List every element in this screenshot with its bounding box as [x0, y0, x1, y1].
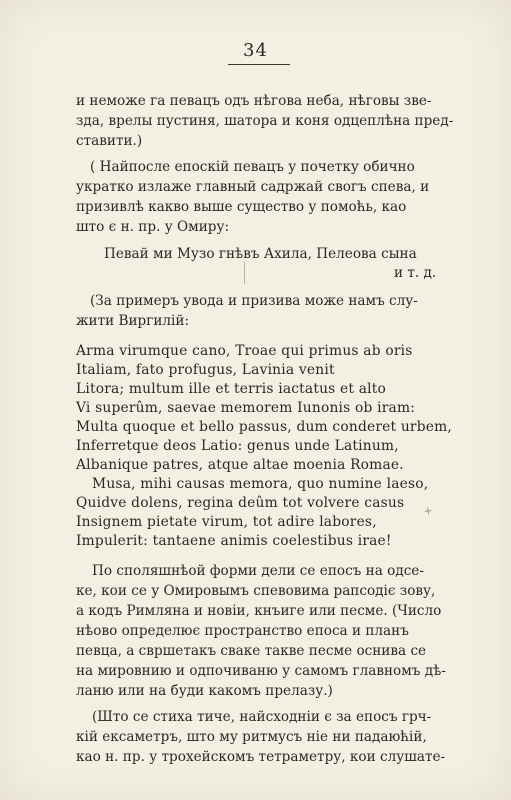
- pencil-mark: [244, 262, 245, 284]
- text-line: Musa, mihi causas memora, quo numine laeso,: [92, 476, 429, 492]
- margin-note: +: [423, 505, 434, 518]
- text-line: Quidve dolens, regina deûm tot volvere casus: [76, 495, 405, 511]
- header-rule: [228, 64, 290, 65]
- text-line: а кодъ Римляна и новіи, кнъиге или песме. (Число: [76, 603, 442, 619]
- text-line: нѣово определює пространство епоса и планъ: [76, 623, 409, 639]
- text-line: Multa quoque et bello passus, dum conderet urbem,: [76, 419, 452, 435]
- text-line: Insignem pietate virum, tot adire labores,: [76, 514, 377, 530]
- page-number: 34: [243, 40, 268, 61]
- text-line: ( Найпосле епоскій певацъ у почетку обично: [90, 159, 415, 175]
- text-line: Arma virumque cano, Troae qui primus ab oris: [76, 343, 413, 359]
- text-line: певца, а свршетакъ сваке такве песме оснива се: [76, 643, 427, 659]
- text-line: ланю или на буди какомъ прелазу.): [76, 683, 333, 699]
- text-line: По споляшнѣой форми дели се епосъ на одсе-: [92, 563, 424, 579]
- text-line: ке, кои се у Омировымъ спевовима рапсодіє зову,: [76, 583, 436, 599]
- text-line: (За примеръ увода и призива може намъ слу-: [90, 293, 418, 309]
- page-header: [0, 40, 511, 61]
- text-line: Impulerit: tantaene animis coelestibus irae!: [76, 533, 392, 549]
- text-line: (Што се стиха тиче, найсходніи є за епосъ грч-: [92, 709, 432, 725]
- text-line: Albanique patres, atque altae moenia Romae.: [76, 457, 404, 473]
- text-line: призивлѣ какво выше существо у помоћь, као: [76, 199, 407, 215]
- text-line: Vi superûm, saevae memorem Iunonis ob iram:: [76, 400, 416, 416]
- text-line: Litora; multum ille et terris iactatus et alto: [76, 381, 387, 397]
- text-line: укратко излаже главный садржай свогъ спева, и: [76, 179, 430, 195]
- text-line: што є н. пр. у Омиру:: [76, 219, 230, 235]
- text-line: Inferretque deos Latio: genus unde Latinum,: [76, 438, 399, 454]
- text-line: ставити.): [76, 133, 143, 149]
- text-line: Italiam, fato profugus, Lavinia venit: [76, 362, 335, 378]
- text-line: и неможе га певацъ одъ нѣгова неба, нѣговы зве-: [76, 93, 432, 109]
- text-line: и т. д.: [394, 265, 437, 281]
- text-line: жити Виргилій:: [76, 313, 190, 329]
- text-line: као н. пр. у трохейскомъ тетраметру, кои слушате-: [76, 749, 446, 765]
- text-line: зда, врелы пустиня, шатора и коня одцеплѣна пред-: [76, 113, 454, 129]
- text-line: Певай ми Музо гнѣвъ Ахила, Пелеова сына: [104, 246, 417, 262]
- text-line: кій ексаметръ, што му ритмусъ ніе ни падаюћій,: [76, 729, 427, 745]
- text-line: на мировнию и одпочиваню у самомъ главномъ дѣ-: [76, 663, 446, 679]
